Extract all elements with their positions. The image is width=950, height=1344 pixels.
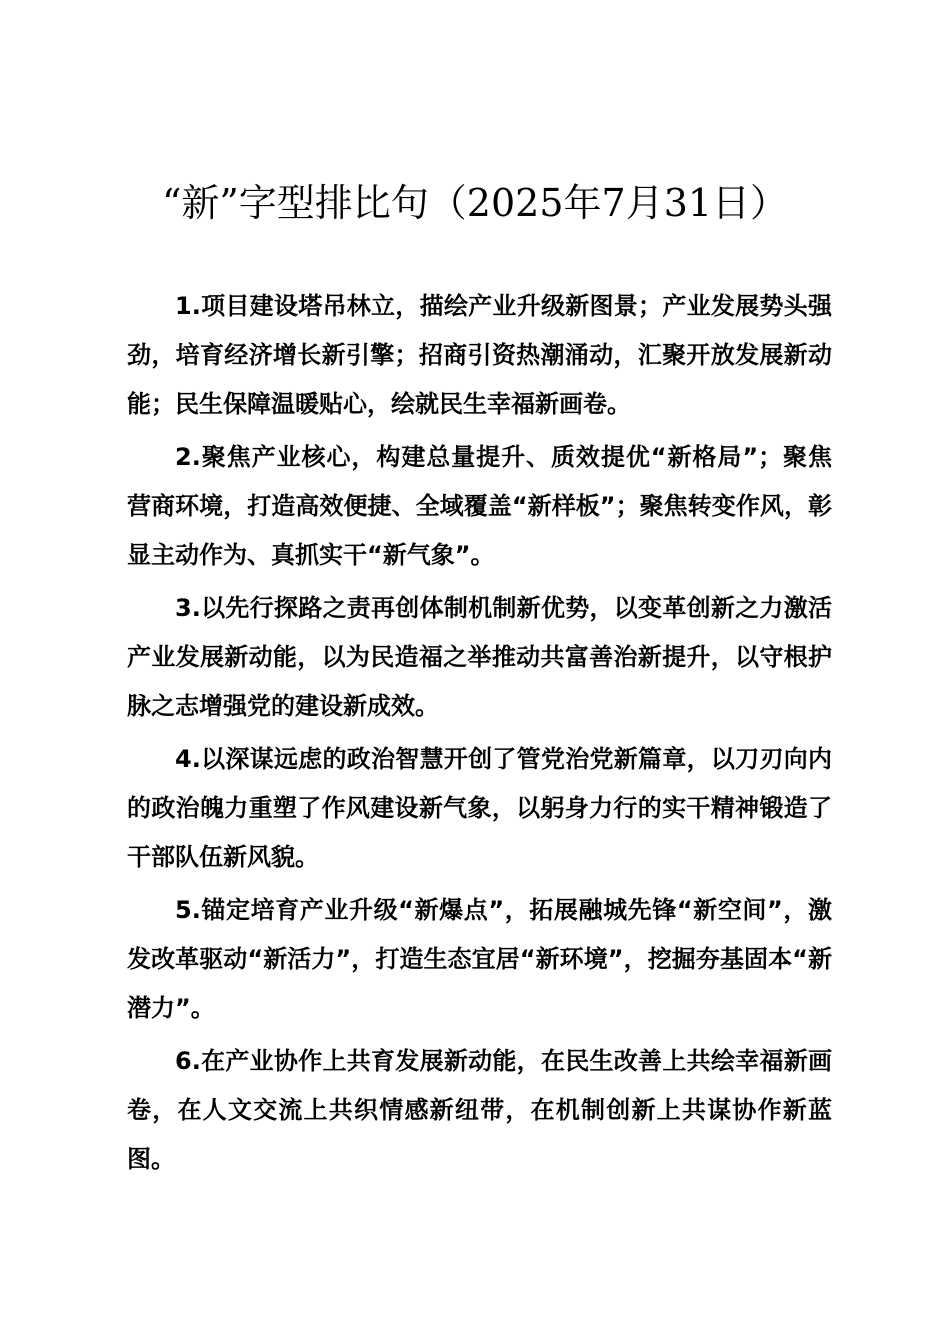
document-body (127, 282, 832, 1188)
paragraph-5: 5.锚定培育产业升级“新爆点”，拓展融城先锋“新空间”，激发改革驱动“新活力”，打造生态宜居“新环境”，挖掘夯基固本“新潜力”。 (127, 896, 832, 1022)
paragraph-1: 1.项目建设塔吊林立，描绘产业升级新图景；产业发展势头强劲，培育经济增长新引擎；招商引资热潮涌动，汇聚开放发展新动能；民生保障温暖贴心，绘就民生幸福新画卷。 (127, 292, 832, 418)
paragraph-3: 3.以先行探路之责再创体制机制新优势，以变革创新之力激活产业发展新动能，以为民造福之举推动共富善治新提升，以守根护脉之志增强党的建设新成效。 (127, 594, 832, 720)
paragraph-4: 4.以深谋远虑的政治智慧开创了管党治党新篇章，以刀刃向内的政治魄力重塑了作风建设新气象，以躬身力行的实干精神锻造了干部队伍新风貌。 (127, 745, 832, 871)
document-title: “新”字型排比句（2025年7月31日） (161, 181, 789, 225)
paragraph-6: 6.在产业协作上共育发展新动能，在民生改善上共绘幸福新画卷，在人文交流上共织情感新纽带，在机制创新上共谋协作新蓝图。 (127, 1047, 832, 1173)
paragraph-2: 2.聚焦产业核心，构建总量提升、质效提优“新格局”；聚焦营商环境，打造高效便捷、全域覆盖“新样板”；聚焦转变作风，彰显主动作为、真抓实干“新气象”。 (127, 443, 832, 569)
